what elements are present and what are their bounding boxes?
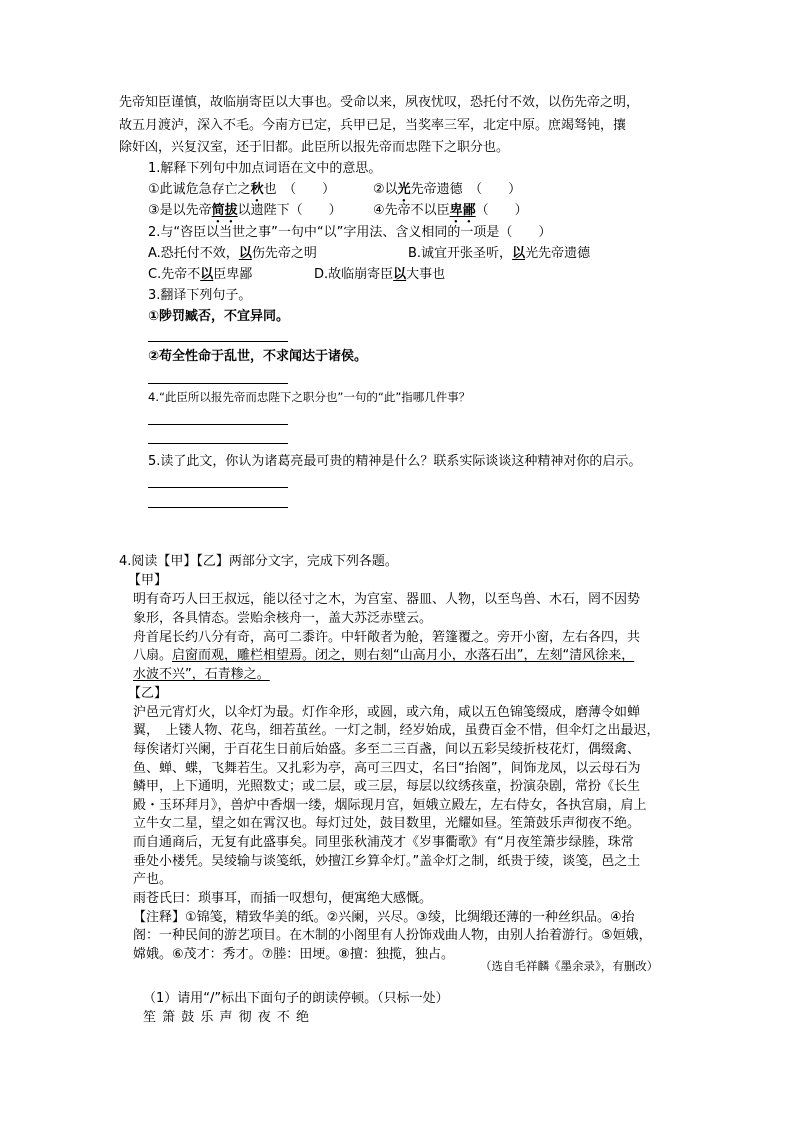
yi-line-8: 而自通商后，无复有此盛事矣。同里张秋浦茂才《岁事衢歌》有“月夜笙箫步绿塍，珠常	[133, 835, 634, 850]
answer-line[interactable]	[148, 487, 288, 488]
sub-question-1-sentence[interactable]: 笙 箫 鼓 乐 声 彻 夜 不 绝	[143, 1010, 311, 1025]
yi-line-4: 鱼、蝉、蝶，飞舞若生。又扎彩为亭，高可三四丈，名曰“抬阁”，间饰龙凤，以云母石为	[133, 761, 641, 776]
passage-line-2: 故五月渡泸，深入不毛。今南方已定，兵甲已足，当奖率三军，北定中原。庶竭驽钝，攘	[119, 118, 627, 133]
question-2-option-d: D.故临崩寄臣以大事也	[314, 267, 446, 282]
notes-line-1: 【注释】①锦笺，精致华美的纸。②兴阑，兴尽。③绫，比绸缎还薄的一种丝织品。④抬	[133, 910, 635, 925]
passage-yi-label: 【乙】	[128, 686, 168, 701]
question-2-option-a: A.恐托付不效，以伤先帝之明	[148, 246, 317, 261]
jia-line-2: 象形，各具情态。尝贻余核舟一，盖大苏泛赤壁云。	[133, 611, 433, 626]
question-1-row-2: ③是以先帝简拔以遗陛下（ ）	[148, 203, 342, 218]
yi-line-6: 殿・玉环拜月》，兽炉中香烟一缕，烟际现月宫，姮娥立殿左，左右侍女，各执宫扇，肩上	[133, 798, 647, 813]
yi-line-2: 翼， 上镂人物、花鸟，细若茧丝。一灯之制，经岁始成，虽费百金不惜，但伞灯之出最迟，	[133, 723, 660, 738]
question-5-prompt: 5.读了此文，你认为诸葛亮最可贵的精神是什么？联系实际谈谈这种精神对你的启示。	[148, 454, 642, 469]
underlined-sentence: 启窗而观，雕栏相望焉。闭之，则右刻“山高月小，水落石出”，左刻“清风徐来，	[172, 648, 635, 663]
answer-line[interactable]	[148, 341, 288, 342]
question-3-sentence-2: ②苟全性命于乱世，不求闻达于诸侯。	[148, 349, 368, 364]
section-4-heading: 4.阅读【甲】【乙】两部分文字，完成下列各题。	[119, 554, 398, 569]
question-4-prompt: 4.“此臣所以报先帝而忠陛下之职分也”一句的“此”指哪几件事？	[148, 390, 471, 404]
question-2-option-c: C.先帝不以臣卑鄙	[148, 267, 253, 282]
question-3-prompt: 3.翻译下列句子。	[148, 288, 252, 303]
sub-question-1-prompt: （1）请用“/”标出下面句子的朗读停顿。（只标一处）	[143, 991, 449, 1006]
question-1-row-1: ①此诚危急存亡之秋也 （ ）	[148, 182, 336, 197]
question-2-option-b: B.诚宜开张圣听，以光先帝遗德	[408, 246, 591, 261]
notes-line-2: 阁：一种民间的游艺项目。在木制的小阁里有人扮饰戏曲人物，由别人抬着游行。⑤姮娥，	[133, 928, 652, 943]
question-1-row-1b: ②以光先帝遗德 （ ）	[373, 182, 522, 197]
source-citation: （选自毛祥麟《墨余录》，有删改）	[480, 959, 659, 973]
question-1-prompt: 1.解释下列句中加点词语在文中的意思。	[148, 161, 382, 176]
notes-line-3: 嫦娥。⑥茂才：秀才。⑦塍：田埂。⑧擅：独揽，独占。	[133, 947, 454, 962]
answer-line[interactable]	[148, 424, 288, 425]
passage-jia-label: 【甲】	[128, 573, 168, 588]
jia-line-5: 水波不兴”，石青糁之。	[133, 667, 270, 682]
yi-line-7: 立牛女二星，望之如在霄汉也。每灯过处，鼓目数里，光耀如昼。笙箫鼓乐声彻夜不绝。	[133, 816, 641, 831]
passage-line-3: 除奸凶，兴复汉室，还于旧都。此臣所以报先帝而忠陛下之职分也。	[119, 140, 510, 155]
question-2-prompt: 2.与“咨臣以当世之事”一句中“以”字用法、含义相同的一项是（ ）	[148, 225, 552, 240]
passage-line-1: 先帝知臣谨慎，故临崩寄臣以大事也。受命以来，夙夜忧叹，恐托付不效，以伤先帝之明，	[119, 95, 640, 110]
jia-line-4: 八扇。启窗而观，雕栏相望焉。闭之，则右刻“山高月小，水落石出”，左刻“清风徐来，	[133, 648, 635, 663]
yi-line-11: 雨苍氏曰：琐事耳，而插一叹想句，便寓绝大感慨。	[133, 891, 433, 906]
question-3-sentence-1: ①陟罚臧否，不宜异同。	[148, 309, 290, 324]
dotted-word: 简拔	[211, 203, 238, 218]
answer-line[interactable]	[148, 383, 288, 384]
yi-line-1: 沪邑元宵灯火，以伞灯为最。灯作伞形，或圆，或六角，咸以五色锦笺缀成，磨薄令如蝉	[133, 705, 641, 720]
jia-line-3: 舟首尾长约八分有奇，高可二黍许。中轩敞者为舱，箬篷覆之。旁开小窗，左右各四，共	[133, 630, 641, 645]
answer-line[interactable]	[148, 443, 288, 444]
yi-line-5: 鳞甲，上下通明，光照数丈；或二层，或三层，每层以纹绣孩童，扮演杂剧，常扮《长生	[133, 779, 641, 794]
dotted-word: 秋	[250, 182, 264, 197]
yi-line-3: 每俟诸灯兴阑，于百花生日前后始盛。多至二三百盏，间以五彩吴绫折枝花灯，偶缀禽、	[133, 742, 641, 757]
dotted-word: 卑鄙	[449, 203, 476, 218]
dotted-word: 光	[397, 182, 411, 197]
question-1-row-2b: ④先帝不以臣卑鄙（ ）	[373, 203, 528, 218]
jia-line-1: 明有奇巧人曰王叔远，能以径寸之木，为宫室、器皿、人物，以至鸟兽、木石，罔不因势	[133, 592, 641, 607]
yi-line-9: 垂处小楼凭。吴绫输与谈笺纸，妙擅江乡算伞灯。”盖伞灯之制，纸贵于绫，谈笺，邑之土	[133, 854, 641, 869]
answer-line[interactable]	[148, 507, 288, 508]
yi-line-10: 产也。	[133, 872, 173, 887]
